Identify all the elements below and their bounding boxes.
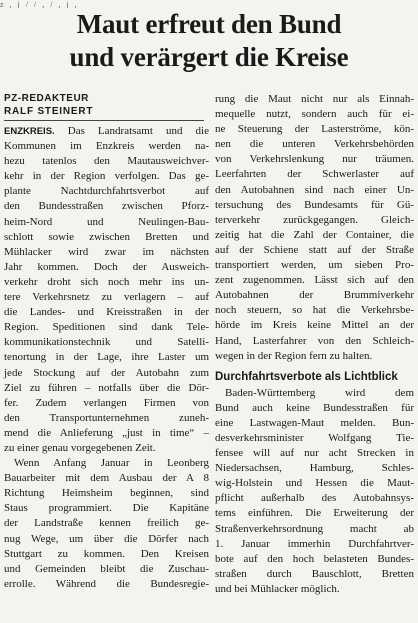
text-line: eine Lastwagen-Maut melden. Bun- [215,416,414,429]
text-line: mequelle nutzt, sondern auch für ei- [215,108,414,121]
subheading: Durchfahrtsverbote als Lichtblick [215,370,398,383]
text-line: wegen in der Region fern zu halten. [215,349,373,362]
text-line: schlott sowie zwischen Bretten und [4,230,209,243]
text-line: den Bundesstraßen zwischen Pforz- [4,200,209,213]
text-line: verkehr droht sich noch mehr ins un- [4,275,209,288]
text-line: terverkehr zurückgegangen. Gleich- [215,213,414,226]
text-line: straßen durch Bauschlott, Bretten [215,567,414,580]
left-column [4,92,209,592]
right-column [215,92,414,597]
author-role: PZ-REDAKTEUR [4,93,89,104]
text-line: ne Steuerung der Lasterströme, kön- [215,123,414,136]
text-line: Kommunen im Enzkreis werden na- [4,140,209,153]
text-line: hörde im Kreis keine Mittel an der [215,319,414,332]
text-line: tersuchung des Bundesamts für Gü- [215,198,414,211]
byline-divider [4,120,204,121]
text-line: jede Stockung auf der Autobahn zum [4,366,209,379]
text-line: fensee will auf nur acht Strecken in [215,447,414,460]
text-line: plante Nachtdurchfahrtsverbot auf [4,185,209,198]
text-line: kehr in der Region verfolgen. Das ge- [4,170,209,183]
cropped-top-line: z , j / / , / , j , [0,0,79,8]
text-line: tenortung in der Lage, ihre Laster um [4,351,209,364]
text-line: transportiert werden, um sieben Pro- [215,259,414,272]
text-line: Stuttgart zu kommen. Den Kreisen [4,547,209,560]
text-line: Leerfahrten der Schwerlaster auf [215,168,414,181]
text-line: Region. Speditionen sind dank Tele- [4,321,209,334]
text-line: fer. Zudem verlangen Firmen von [4,396,209,409]
text-line: nug Wege, um über die Dörfer nach [4,532,209,545]
text-line: desverkehrsminister Wolfgang Tie- [215,431,414,444]
text-line: der Landstraße kennen freilich ge- [4,517,209,530]
text-line: Wenn Anfang Januar in Leonberg [14,457,209,470]
dateline: ENZKREIS. [4,126,55,137]
text-line: Baden-Württemberg wird dem [225,386,414,399]
text-line: von Verkehrslenkung nur träumen. [215,153,414,166]
headline-line-1: Maut erfreut den Bund [76,9,342,39]
text-line: Mühlacker wird zwar im nächsten [4,245,209,258]
text-line: heim-Nord und Neulingen-Bau- [4,215,209,228]
text-line: rung die Maut nicht nur als Einnah- [215,93,414,105]
text-line: nen die unteren Verkehrsbehörden [215,138,414,151]
left-line-0 [4,124,209,139]
text-line: Straßenverkehrsordnung macht ab [215,522,414,535]
headline-line-2: und verärgert die Kreise [69,42,349,72]
text-line: Jahr kommen. Doch der Ausweich- [4,260,209,273]
text-line: zu einer genau vorgegebenen Zeit. [4,441,156,454]
text-line: zent zugenommen. Lässt sich auf den [215,274,414,287]
text-line: und bei Mühlacker möglich. [215,582,340,595]
text-line: noch steuern, so hat die Verkehrsbe- [215,304,414,317]
text-line: hezu tatenlos den Mautausweichver- [4,155,209,168]
left-paragraph-2 [4,456,209,592]
text-line: auf der Schiene statt auf der Straße [215,243,414,256]
text-line: und Gemeinden bleibt die Zuschau- [4,562,209,575]
text-line: Autobahnen der Brummiverkehr [215,289,414,302]
text-line: pflicht außerhalb des Autobahnsys- [215,492,414,505]
left-line-0-text: Das Landratsamt und die [54,125,209,137]
text-line: Niedersachsen, Hamburg, Schles- [215,462,414,475]
text-line: kommunikationstechnik und Satelli- [4,336,209,349]
text-line: errolle. Während die Bundesregie- [4,577,209,590]
text-line: den Autobahnen sind nach einer Un- [215,183,414,196]
right-paragraph-2 [215,386,414,597]
text-line: Hand, Lasterfahrer von den Schleich- [215,334,414,347]
text-line: Richtung Heimsheim beginnen, sind [4,487,209,500]
text-line: den Transportunternehmen zuneh- [4,411,209,424]
right-paragraph-1 [215,92,414,364]
text-line: Bauarbeiter mit dem Ausbau der A 8 [4,472,209,485]
text-line: wig-Holstein und Hessen die Maut- [215,477,414,490]
text-line: Staus programmiert. Die Kapitäne [4,502,209,515]
article-headline [0,8,418,74]
text-line: zeitig hat die Zahl der Container, die [215,228,414,241]
text-line: tems einführen. Die Erweiterung der [215,507,414,520]
left-paragraph-1 [4,139,209,456]
text-line: mend die Anlieferung „just in time“ – [4,426,209,439]
author-name: RALF STEINERT [4,106,94,117]
text-line: Ziel zu führen – notfalls über die Dör- [4,381,209,394]
text-line: 1. Januar immerhin Durchfahrtver- [215,537,414,550]
text-line: die Landes- und Kreisstraßen in der [4,306,209,319]
text-line: Bund auch keine Bundesstraßen für [215,401,414,414]
text-line: bote auf den hoch belasteten Bundes- [215,552,414,565]
text-line: tere Verkehrsnetz zu verlagern – auf [4,291,209,304]
